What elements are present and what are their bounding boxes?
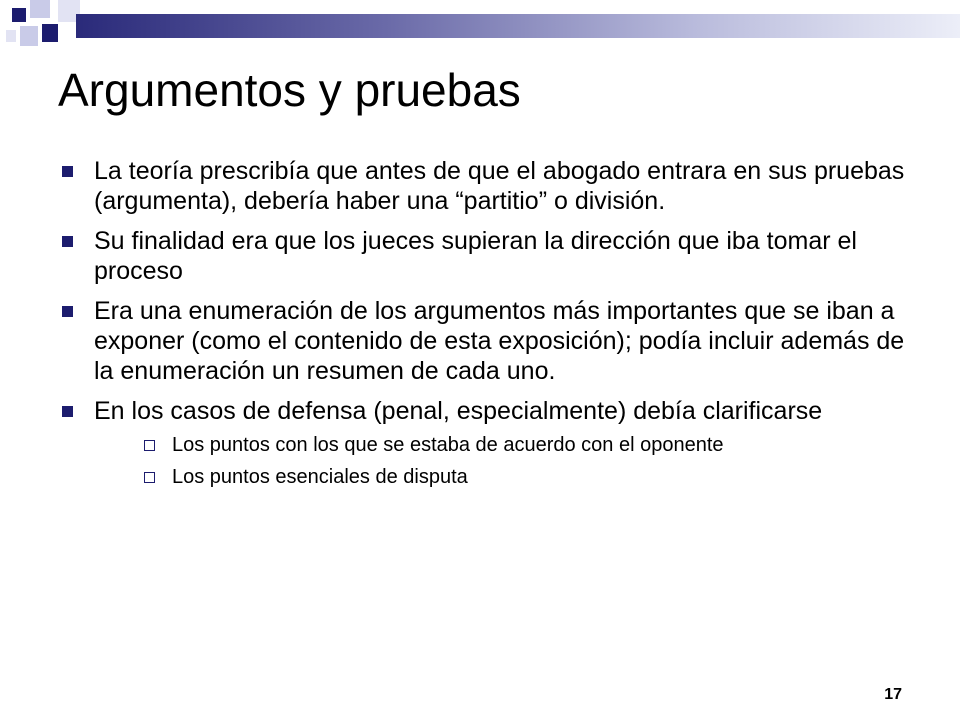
sub-bullet-item [94,432,908,458]
page-number: 17 [884,686,902,703]
decorative-header-bar [76,14,960,38]
ornament-square [20,26,38,46]
sub-bullet-text: Los puntos con los que se estaba de acuerdo con el oponente [172,434,724,456]
ornament-square [6,30,16,42]
bullet-item [58,396,908,490]
square-bullet-icon [62,166,73,177]
sub-bullet-list [94,432,908,490]
ornament-square [12,8,26,22]
bullet-text: Su finalidad era que los jueces supieran la dirección que iba tomar el proceso [94,227,857,285]
bullet-text: La teoría prescribía que antes de que el abogado entrara en sus pruebas (argumenta), debería haber una “partitio” o división. [94,157,905,215]
slide-body [58,156,908,500]
ornament-square [42,24,58,42]
bullet-text: En los casos de defensa (penal, especialmente) debía clarificarse [94,397,823,425]
bullet-item [58,226,908,286]
sub-bullet-text: Los puntos esenciales de disputa [172,466,468,488]
bullet-item [58,156,908,216]
hollow-square-bullet-icon [144,440,155,451]
square-bullet-icon [62,406,73,417]
square-bullet-icon [62,236,73,247]
hollow-square-bullet-icon [144,472,155,483]
slide-title: Argumentos y pruebas [58,64,521,116]
ornament-square [30,0,50,18]
sub-bullet-item [94,464,908,490]
bullet-item [58,296,908,386]
square-bullet-icon [62,306,73,317]
bullet-text: Era una enumeración de los argumentos más importantes que se iban a exponer (como el contenido de esta exposición); podía incluir además de la enumeración un resumen de cada uno. [94,297,905,385]
decorative-corner-ornament [0,0,80,60]
